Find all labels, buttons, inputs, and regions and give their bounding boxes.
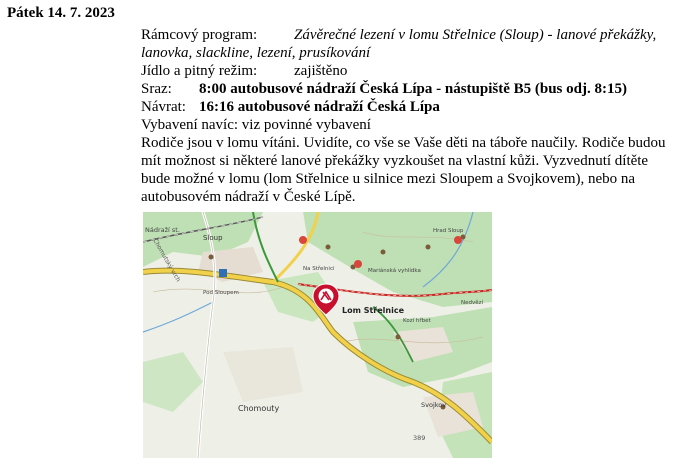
map-label-p1: Na Střelnici bbox=[303, 266, 335, 272]
note-paragraph: Rodiče jsou v lomu vítáni. Uvidíte, co vše se Vaše děti na táboře naučily. Rodiče budou mít možnost si některé lanové překážky vyzkoušet na vlastní kůži. Vyzvednutí dítěte bude možné v lomu (lom Střelnice u silnice mezi Sloupem a Svojkovem), nebo na autobusovém nádraží v České Lípě. bbox=[141, 135, 666, 205]
program-row bbox=[141, 26, 666, 62]
map-label-nadrazi: Nádraží st. bbox=[145, 226, 180, 234]
map-label-p5: Pod Sloupem bbox=[203, 290, 239, 296]
food-value: zajištěno bbox=[294, 63, 348, 79]
map-label-svojkov: Svojkov bbox=[421, 401, 447, 409]
map-label-p3: Hrad Sloup bbox=[433, 228, 464, 234]
map-graphic bbox=[143, 212, 492, 458]
event-details bbox=[141, 26, 666, 206]
map-label-sloup: Sloup bbox=[203, 234, 223, 242]
map-label-elev: 389 bbox=[413, 434, 426, 442]
map-label-p2: Mariánská vyhlídka bbox=[368, 268, 421, 274]
return-value: 16:16 autobusové nádraží Česká Lípa bbox=[199, 99, 440, 115]
return-label: Návrat: bbox=[141, 99, 186, 115]
equipment-row: Vybavení navíc: viz povinné vybavení bbox=[141, 117, 371, 133]
meet-label: Sraz: bbox=[141, 81, 172, 97]
map-label-p4: Kozí hřbet bbox=[403, 318, 431, 324]
program-label: Rámcový program: bbox=[141, 27, 258, 43]
meet-value: 8:00 autobusové nádraží Česká Lípa - nástupiště B5 (bus odj. 8:15) bbox=[199, 81, 627, 97]
food-label: Jídlo a pitný režim: bbox=[141, 63, 258, 79]
map-label-ridge: Chomutský vrch bbox=[151, 237, 182, 284]
map-label-chomouty: Chomouty bbox=[238, 404, 280, 413]
program-value: Závěrečné lezení v lomu Střelnice (Sloup) - lanové překážky, lanovka, slackline, lezení, prusíkování bbox=[141, 27, 657, 61]
map-marker-label: Lom Střelnice bbox=[342, 306, 405, 315]
return-row bbox=[141, 98, 666, 116]
meet-row bbox=[141, 80, 666, 98]
food-row bbox=[141, 62, 666, 80]
location-map[interactable] bbox=[143, 212, 492, 458]
map-label-p6: Nedvězí bbox=[461, 300, 484, 306]
date-heading: Pátek 14. 7. 2023 bbox=[7, 5, 115, 21]
